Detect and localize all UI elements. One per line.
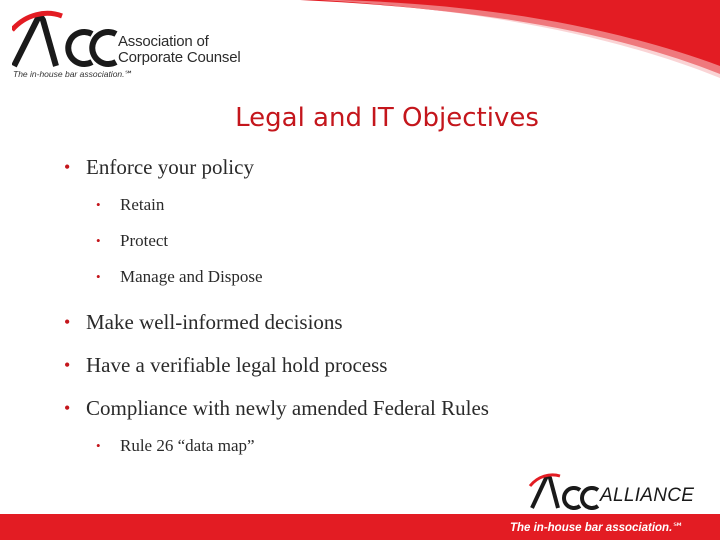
bullet-list [64, 150, 684, 474]
sub-bullet-text: Retain [120, 195, 165, 214]
header-tagline: The in-house bar association.℠ [13, 69, 134, 79]
bullet-item [64, 305, 684, 348]
sub-bullet-list [64, 191, 684, 299]
sub-bullet-item [86, 432, 684, 468]
bullet-icon: • [64, 157, 71, 177]
alliance-word: ALLIANCE [600, 485, 695, 506]
sub-bullet-icon: • [96, 197, 101, 212]
sub-bullet-text: Rule 26 “data map” [120, 436, 255, 455]
sub-bullet-item [86, 191, 684, 227]
bullet-text: Make well-informed decisions [86, 310, 343, 334]
bullet-item [64, 348, 684, 391]
sub-bullet-icon: • [96, 269, 101, 284]
bullet-text: Enforce your policy [86, 155, 254, 179]
alliance-logo-mark [528, 470, 604, 512]
footer-tagline: The in-house bar association.℠ [509, 522, 684, 534]
bullet-text: Have a verifiable legal hold process [86, 353, 388, 377]
org-name-line1: Association of [118, 33, 209, 50]
org-name [118, 34, 241, 66]
sub-bullet-item [86, 227, 684, 263]
sub-bullet-list [64, 432, 684, 468]
sub-bullet-item [86, 263, 684, 299]
acc-logo [12, 8, 252, 80]
bullet-text: Compliance with newly amended Federal Rules [86, 396, 489, 420]
bullet-icon: • [64, 355, 71, 375]
bullet-icon: • [64, 312, 71, 332]
sub-bullet-text: Manage and Dispose [120, 267, 263, 286]
sub-bullet-icon: • [96, 438, 101, 453]
bullet-item [64, 391, 684, 434]
acc-alliance-logo [528, 470, 708, 512]
sub-bullet-icon: • [96, 233, 101, 248]
sub-bullet-text: Protect [120, 231, 169, 250]
slide-title: Legal and IT Objectives [235, 103, 539, 133]
acc-logo-mark [12, 8, 118, 70]
org-name-line2: Corporate Counsel [118, 49, 241, 66]
bullet-item [64, 150, 684, 193]
bullet-icon: • [64, 398, 71, 418]
